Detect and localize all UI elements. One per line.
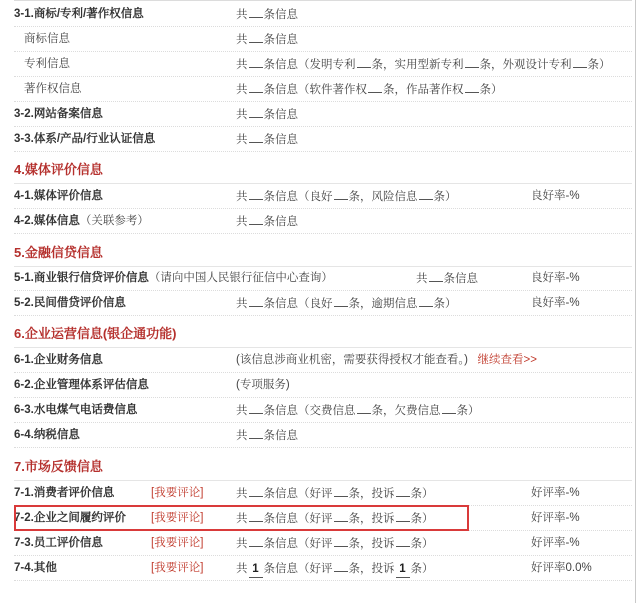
- row-info: 共 条信息（好评 条，投诉 条）: [236, 506, 434, 531]
- row-info: 共 条信息（发明专利 条，实用型新专利 条，外观设计专利 条）: [236, 52, 611, 77]
- positive-rate: 好评率-%: [531, 487, 580, 499]
- row-info: (该信息涉商业机密，需要获得授权才能查看。) 继续查看>>: [236, 354, 537, 366]
- row-6-2: [14, 373, 632, 398]
- highlight-box: [14, 505, 469, 531]
- top-divider: [14, 0, 632, 1]
- row-label: 5-2.民间借贷评价信息: [14, 297, 126, 309]
- section-title-media: 4.媒体评价信息: [14, 157, 632, 184]
- continue-view-link[interactable]: 继续查看>>: [477, 354, 537, 366]
- complaint-count-value: 1: [396, 562, 410, 578]
- row-label: 7-2.企业之间履约评价: [14, 512, 126, 524]
- section-title-market: 7.市场反馈信息: [14, 454, 632, 481]
- positive-rate: 好评率0.0%: [531, 562, 592, 574]
- row-label: 著作权信息: [24, 83, 82, 95]
- section-title-operations: 6.企业运营信息(银企通功能): [14, 321, 632, 348]
- row-info: 共 条信息（良好 条，逾期信息 条）: [236, 291, 457, 316]
- row-7-3: [14, 531, 632, 556]
- row-6-1: [14, 348, 632, 373]
- row-label: 7-1.消费者评价信息: [14, 487, 115, 499]
- comment-link[interactable]: [我要评论]: [151, 537, 204, 549]
- positive-rate: 好评率-%: [531, 512, 580, 524]
- row-info: 共 条信息: [236, 209, 298, 234]
- row-3-1-trademark: [14, 27, 632, 52]
- row-info: 共 条信息（交费信息 条，欠费信息 条）: [236, 398, 480, 423]
- row-info: (专项服务): [236, 379, 290, 391]
- row-info: 共 条信息（良好 条，风险信息 条）: [236, 184, 457, 209]
- row-label: 3-1.商标/专利/著作权信息: [14, 8, 144, 20]
- row-label: 商标信息: [24, 33, 70, 45]
- row-label: 专利信息: [24, 58, 70, 70]
- row-label: 4-1.媒体评价信息: [14, 190, 103, 202]
- row-5-2: [14, 291, 632, 316]
- row-3-1-patent: [14, 52, 632, 77]
- row-4-1: [14, 184, 632, 209]
- row-label: 3-2.网站备案信息: [14, 108, 103, 120]
- row-label: 6-4.纳税信息: [14, 429, 80, 441]
- comment-link[interactable]: [我要评论]: [151, 512, 204, 524]
- row-label: 6-3.水电煤气电话费信息: [14, 404, 138, 416]
- row-7-4: [14, 556, 632, 581]
- row-info: 共 条信息: [236, 27, 298, 52]
- positive-rate: 好评率-%: [531, 537, 580, 549]
- good-rate: 良好率-%: [531, 190, 580, 202]
- row-label: 6-2.企业管理体系评估信息: [14, 379, 149, 391]
- row-info: 共 条信息（好评 条，投诉 条）: [236, 481, 434, 506]
- row-6-3: [14, 398, 632, 423]
- row-info: 共 条信息: [236, 102, 298, 127]
- good-rate: 良好率-%: [531, 272, 580, 284]
- row-5-1: [14, 266, 632, 291]
- row-3-2: [14, 102, 632, 127]
- row-6-4: [14, 423, 632, 448]
- row-3-3: [14, 127, 632, 152]
- section-title-finance: 5.金融信贷信息: [14, 240, 632, 267]
- good-rate: 良好率-%: [531, 297, 580, 309]
- comment-link[interactable]: [我要评论]: [151, 487, 204, 499]
- row-7-1: [14, 481, 632, 506]
- row-info: 共 条信息（好评 条，投诉 条）: [236, 531, 434, 556]
- row-info: 共 1 条信息（好评 条，投诉 1 条）: [236, 556, 434, 581]
- row-3-1: [14, 2, 632, 27]
- row-label: 6-1.企业财务信息: [14, 354, 103, 366]
- row-label: 4-2.媒体信息（关联参考）: [14, 215, 149, 227]
- row-info: 共 条信息: [416, 266, 478, 291]
- row-4-2: [14, 209, 632, 234]
- row-3-1-copyright: [14, 77, 632, 102]
- row-label: 7-3.员工评价信息: [14, 537, 103, 549]
- row-info: 共 条信息: [236, 423, 298, 448]
- row-label: 5-1.商业银行信贷评价信息（请向中国人民银行征信中心查询）: [14, 272, 333, 284]
- row-info: 共 条信息: [236, 2, 298, 27]
- row-label: 7-4.其他: [14, 562, 57, 574]
- row-info: 共 条信息: [236, 127, 298, 152]
- row-label: 3-3.体系/产品/行业认证信息: [14, 133, 156, 145]
- comment-link[interactable]: [我要评论]: [151, 562, 204, 574]
- row-info: 共 条信息（软件著作权 条，作品著作权 条）: [236, 77, 503, 102]
- count-value: 1: [249, 562, 263, 578]
